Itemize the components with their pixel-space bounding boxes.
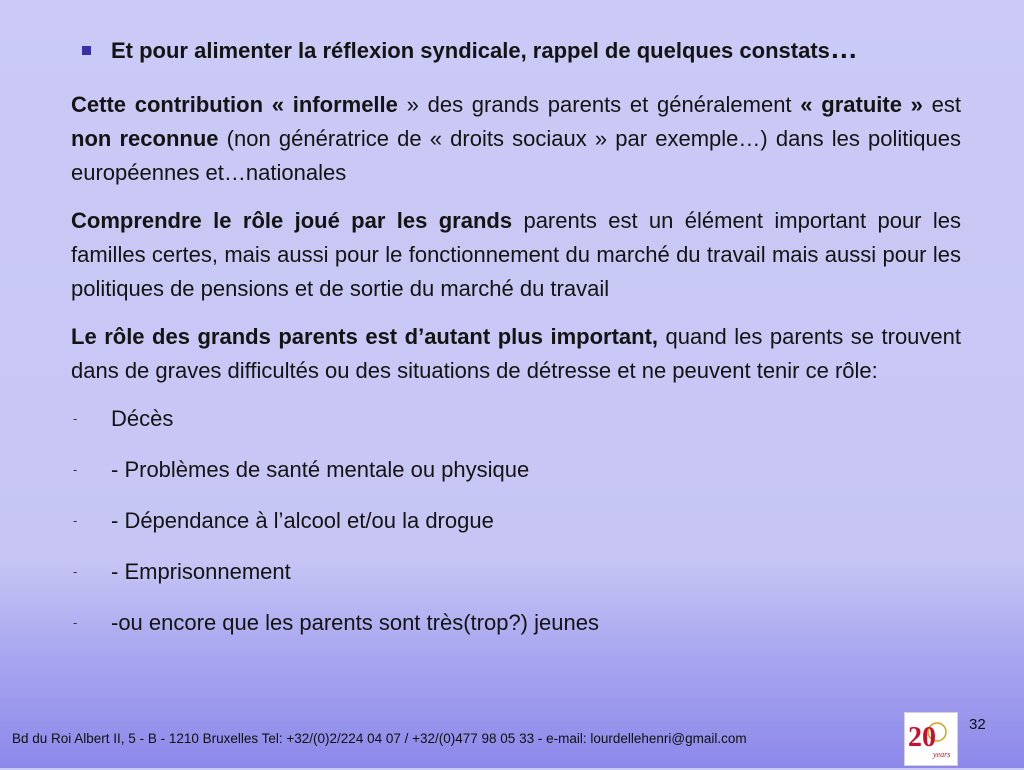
list-item-text: -ou encore que les parents sont très(trop?) jeunes bbox=[111, 610, 599, 635]
dash-bullet-icon: - bbox=[73, 462, 78, 477]
dash-bullet-icon: - bbox=[73, 564, 78, 579]
slide-title bbox=[82, 34, 982, 66]
dash-bullet-icon: - bbox=[73, 513, 78, 528]
list-item-text: Décès bbox=[111, 406, 174, 431]
paragraph-contribution bbox=[71, 88, 961, 190]
twenty-years-logo-icon bbox=[905, 713, 957, 765]
paragraph-importance bbox=[71, 320, 961, 388]
paragraph-role bbox=[71, 204, 961, 306]
para3-text-1: quand les parents se trouvent dans de graves difficultés ou des situations de détresse et ne peuvent tenir ce rôle: bbox=[71, 324, 962, 383]
para1-text-3: (non génératrice de « droits sociaux » par exemple…) dans les politiques européennes et…nationales bbox=[71, 126, 962, 185]
dash-bullet-icon: - bbox=[73, 615, 78, 630]
list-item bbox=[71, 453, 961, 504]
para2-bold-1: Comprendre le rôle joué par les grands bbox=[71, 208, 513, 233]
slide-title-text: Et pour alimenter la réflexion syndicale, rappel de quelques constats bbox=[111, 38, 830, 63]
list-item bbox=[71, 402, 961, 453]
para3-bold-1: Le rôle des grands parents est d’autant plus important, bbox=[71, 324, 659, 349]
para1-text-2: est bbox=[922, 92, 961, 117]
list-item bbox=[71, 606, 961, 657]
difficulty-list bbox=[71, 402, 961, 657]
footer-address: Bd du Roi Albert II, 5 - B - 1210 Bruxelles Tel: +32/(0)2/224 04 07 / +32/(0)477 98 05 33 - e-mail: lourdellehenri@gmail.com bbox=[12, 731, 747, 746]
list-item bbox=[71, 504, 961, 555]
para1-bold-2: « gratuite » bbox=[800, 92, 923, 117]
para1-text-1: » des grands parents et généralement bbox=[397, 92, 801, 117]
page-number: 32 bbox=[969, 716, 986, 733]
list-item-text: - Emprisonnement bbox=[111, 559, 291, 584]
para2-text-1: parents est un élément important pour les familles certes, mais aussi pour le fonctionnement du marché du travail mais aussi pour les politiques de pensions et de sortie du marché du travail bbox=[71, 208, 961, 301]
logo-years-text: years bbox=[933, 750, 951, 759]
twenty-years-logo bbox=[904, 712, 958, 766]
slide-title-ellipsis: … bbox=[829, 33, 858, 64]
logo-number: 20 bbox=[908, 722, 936, 753]
slide-body bbox=[71, 88, 961, 657]
dash-bullet-icon: - bbox=[73, 411, 78, 426]
list-item-text: - Dépendance à l’alcool et/ou la drogue bbox=[111, 508, 494, 533]
para1-bold-3: non reconnue bbox=[71, 126, 219, 151]
para1-bold-1: Cette contribution « informelle bbox=[71, 92, 398, 117]
square-bullet-icon bbox=[82, 46, 91, 55]
list-item-text: - Problèmes de santé mentale ou physique bbox=[111, 457, 530, 482]
list-item bbox=[71, 555, 961, 606]
